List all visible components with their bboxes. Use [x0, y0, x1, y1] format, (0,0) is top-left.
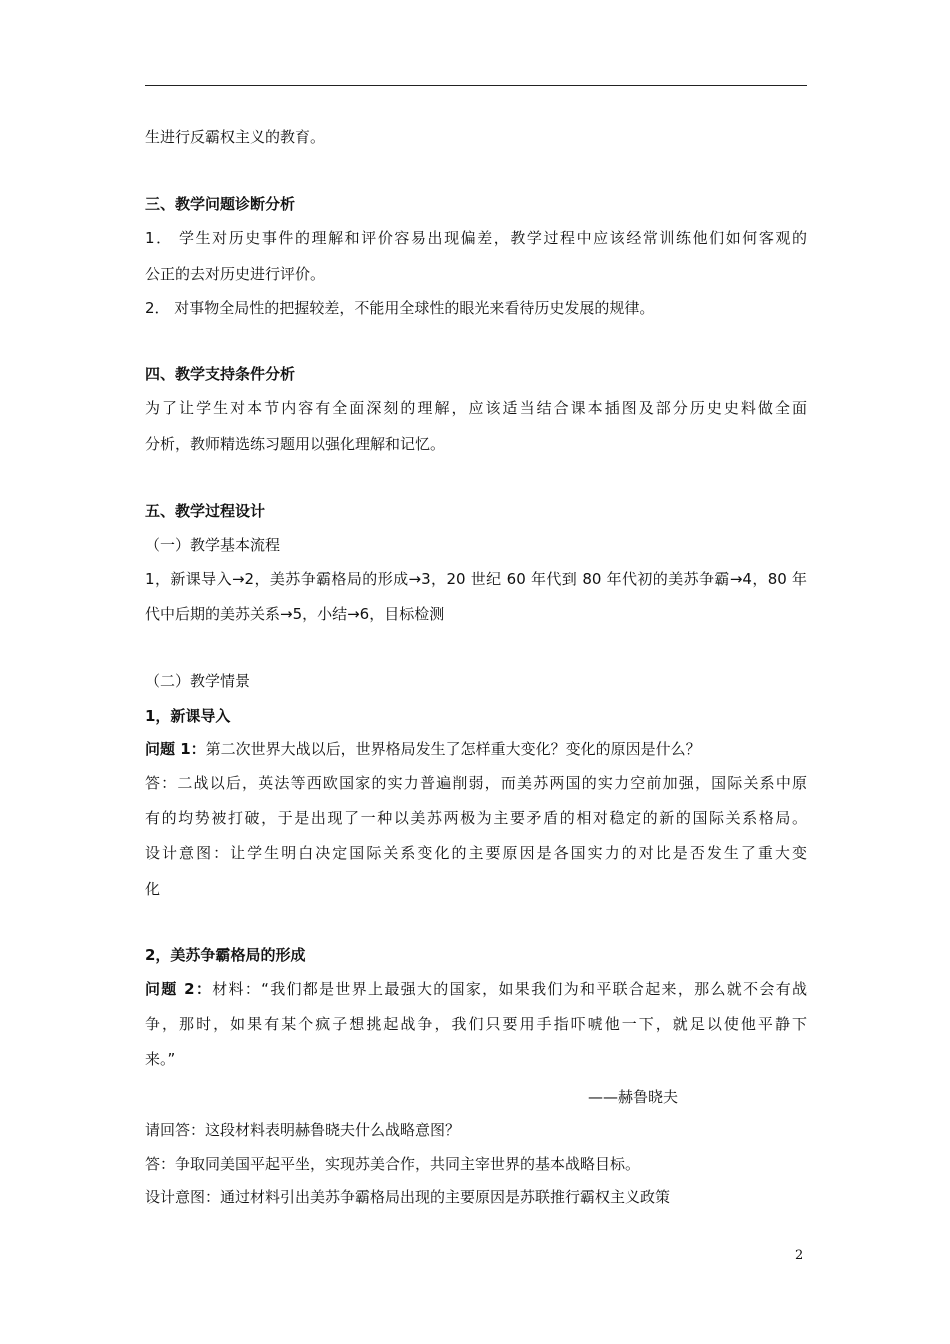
section-heading: 五、教学过程设计	[145, 502, 266, 520]
page-number: 2	[795, 1248, 804, 1263]
question-line	[145, 739, 807, 759]
text-line: 为了让学生对本节内容有全面深刻的理解，应该适当结合课本插图及部分历史史料做全面	[145, 399, 807, 417]
question-line	[145, 979, 807, 999]
text-line: 答：二战以后，英法等西欧国家的实力普遍削弱，而美苏两国的实力空前加强，国际关系中原	[145, 774, 807, 792]
text-line: 生进行反霸权主义的教育。	[145, 128, 326, 146]
section-heading: 三、教学问题诊断分析	[145, 195, 296, 213]
question-text: 材料：“我们都是世界上最强大的国家，如果我们为和平联合起来，那么就不会有战	[212, 980, 807, 998]
text-line: 设计意图：让学生明白决定国际关系变化的主要原因是各国实力的对比是否发生了重大变	[145, 844, 807, 862]
subsection-heading: （二）教学情景	[145, 672, 251, 690]
quote-attribution: ——赫鲁晓夫	[588, 1088, 679, 1106]
text-line: 争，那时，如果有某个疯子想挑起战争，我们只要用手指吓唬他一下，就足以使他平静下	[145, 1015, 807, 1033]
section-heading: 四、教学支持条件分析	[145, 365, 296, 383]
text-line: 分析，教师精选练习题用以强化理解和记忆。	[145, 435, 446, 453]
text-line: 答：争取同美国平起平坐，实现苏美合作，共同主宰世界的基本战略目标。	[145, 1155, 641, 1173]
question-text: 第二次世界大战以后，世界格局发生了怎样重大变化？变化的原因是什么？	[205, 740, 701, 758]
text-line: 代中后期的美苏关系→5，小结→6，目标检测	[145, 605, 445, 623]
text-line: 来。”	[145, 1050, 176, 1068]
text-line: 设计意图：通过材料引出美苏争霸格局出现的主要原因是苏联推行霸权主义政策	[145, 1188, 671, 1206]
header-rule	[145, 85, 807, 86]
text-line: 2． 对事物全局性的把握较差，不能用全球性的眼光来看待历史发展的规律。	[145, 299, 655, 317]
text-line: 公正的去对历史进行评价。	[145, 265, 326, 283]
subsection-heading: （一）教学基本流程	[145, 536, 281, 554]
text-line: 有的均势被打破，于是出现了一种以美苏两极为主要矛盾的相对稳定的新的国际关系格局。	[145, 809, 807, 827]
step-heading: 1，新课导入	[145, 707, 231, 725]
text-line: 请回答：这段材料表明赫鲁晓夫什么战略意图？	[145, 1121, 461, 1139]
question-label: 问题 2：	[145, 980, 213, 998]
text-line: 1，新课导入→2，美苏争霸格局的形成→3，20 世纪 60 年代到 80 年代初的美苏争霸→4，80 年	[145, 570, 807, 588]
text-line: 1． 学生对历史事件的理解和评价容易出现偏差，教学过程中应该经常训练他们如何客观的	[145, 229, 807, 247]
step-heading: 2，美苏争霸格局的形成	[145, 946, 306, 964]
question-label: 问题 1：	[145, 740, 206, 758]
text-line: 化	[145, 880, 161, 898]
